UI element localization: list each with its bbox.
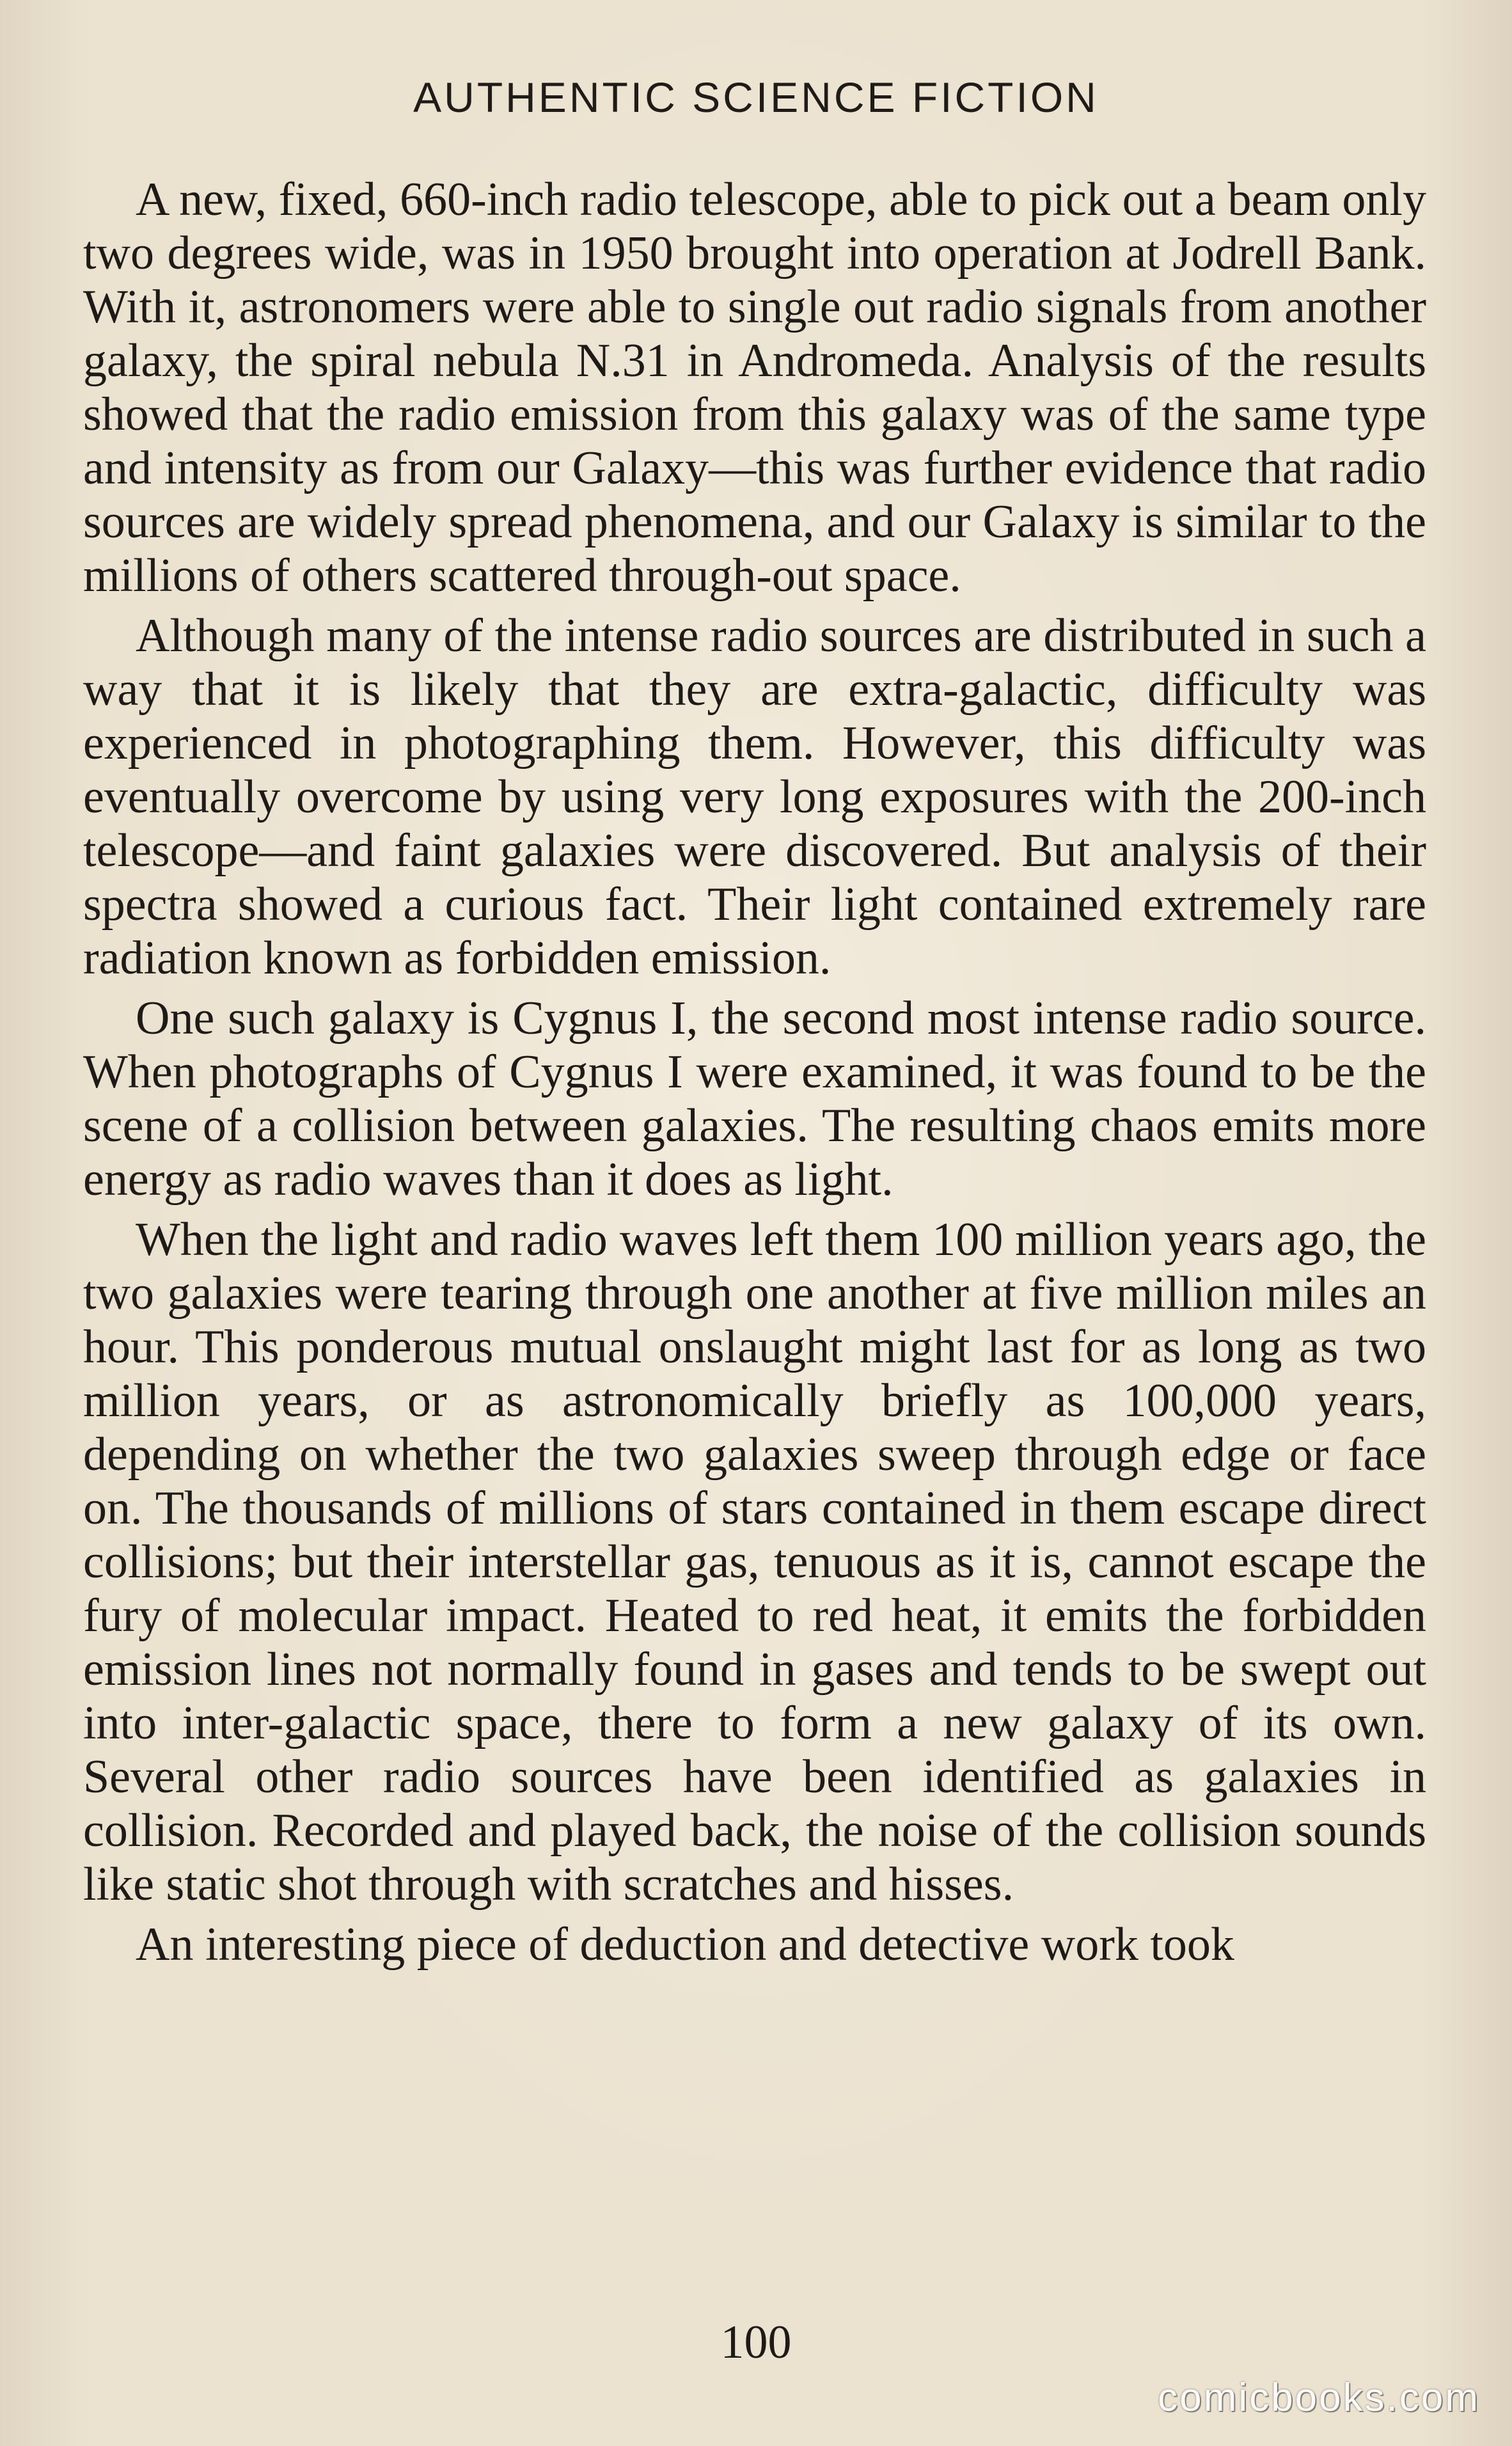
paragraph-1: A new, fixed, 660-inch radio telescope, able to pick out a beam only two degrees wide, was in 1950 brought into operation at Jodrell Bank. With it, astronomers were able to single out radio signals from another galaxy, the spiral nebula N.31 in Andromeda. Analysis of the results showed that the radio emission from this galaxy was of the same type and intensity as from our Galaxy—this was further evidence that radio sources are widely spread phenomena, and our Galaxy is similar to the millions of others scattered through-out space. [83,173,1426,602]
running-title: AUTHENTIC SCIENCE FICTION [413,74,1099,121]
paragraph-2: Although many of the intense radio sources are distributed in such a way that it is likely that they are extra-galactic, difficulty was experienced in photographing them. However, this difficulty was eventually overcome by using very long exposures with the 200-inch telescope—and faint galaxies were discovered. But analysis of their spectra showed a curious fact. Their light contained extremely rare radiation known as forbidden emission. [83,610,1426,984]
paragraph-4: When the light and radio waves left them 100 million years ago, the two galaxies were tearing through one another at five million miles an hour. This ponderous mutual onslaught might last for as long as two million years, or as astronomically briefly as 100,000 years, depending on whether the two galaxies sweep through edge or face on. The thousands of millions of stars contained in them escape direct collisions; but their interstellar gas, tenuous as it is, cannot escape the fury of molecular impact. Heated to red heat, it emits the forbidden emission lines not normally found in gases and tends to be swept out into inter-galactic space, there to form a new galaxy of its own. Several other radio sources have been identified as galaxies in collision. Recorded and played back, the noise of the collision sounds like static shot through with scratches and hisses. [83,1213,1426,1911]
source-watermark: comicbooks.com [1158,2376,1480,2420]
page-number: 100 [720,2316,792,2369]
article-body [83,173,1426,1978]
paragraph-5: An interesting piece of deduction and detective work took [136,1918,1234,1971]
paragraph-3: One such galaxy is Cygnus I, the second most intense radio source. When photographs of Cygnus I were examined, it was found to be the scene of a collision between galaxies. The resulting chaos emits more energy as radio waves than it does as light. [83,992,1426,1206]
